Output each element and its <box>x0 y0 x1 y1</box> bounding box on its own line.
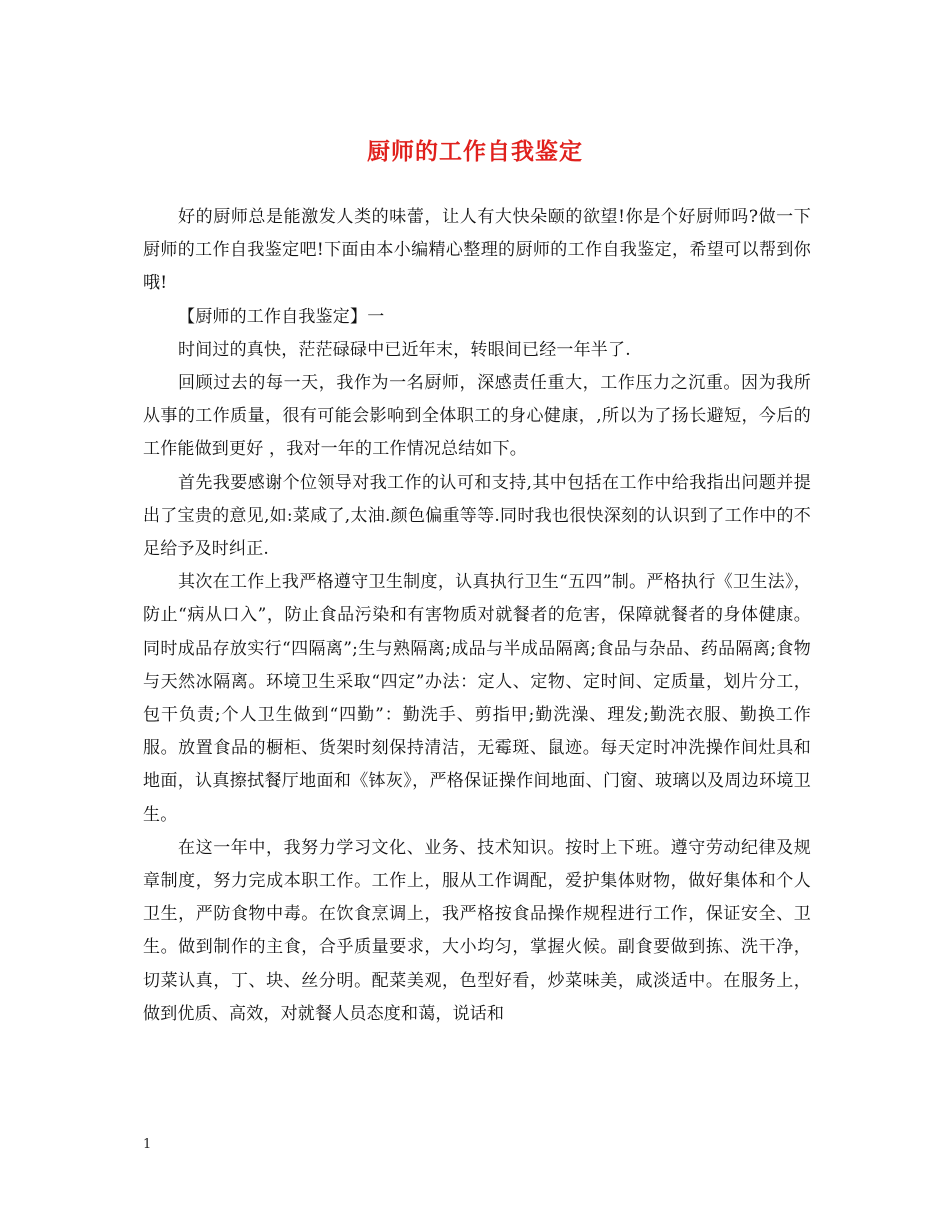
paragraph-time: 时间过的真快，茫茫碌碌中已近年末，转眼间已经一年半了. <box>178 339 631 360</box>
page-number: 1 <box>143 1137 152 1152</box>
paragraph-thanks: 首先我要感谢个位领导对我工作的认可和支持,其中包括在工作中给我指出问题并提出了宝贵的意见,如:菜咸了,太油.颜色偏重等等.同时我也很快深刻的认识到了工作中的不足给予及时纠正. <box>143 472 811 560</box>
document-title: 厨师的工作自我鉴定 <box>367 138 583 165</box>
paragraph-review: 回顾过去的每一天，我作为一名厨师，深感责任重大，工作压力之沉重。因为我所从事的工作质量，很有可能会影响到全体职工的身心健康，,所以为了扬长避短，今后的工作能做到更好 ，我对一年的工作情况总结如下。 <box>143 373 811 460</box>
paragraph-intro: 好的厨师总是能激发人类的味蕾，让人有大快朵颐的欲望!你是个好厨师吗?做一下厨师的工作自我鉴定吧!下面由本小编精心整理的厨师的工作自我鉴定，希望可以帮到你哦! <box>143 207 811 294</box>
paragraph-section-heading: 【厨师的工作自我鉴定】一 <box>178 306 385 327</box>
paragraph-study: 在这一年中，我努力学习文化、业务、技术知识。按时上下班。遵守劳动纪律及规章制度，努力完成本职工作。工作上，服从工作调配，爱护集体财物，做好集体和个人卫生，严防食物中毒。在饮食烹调上，我严格按食品操作规程进行工作，保证安全、卫生。做到制作的主食，合乎质量要求，大小均匀，掌握火候。副食要做到拣、洗干净，切菜认真，丁、块、丝分明。配菜美观，色型好看，炒菜味美，咸淡适中。在服务上，做到优质、高效，对就餐人员态度和蔼，说话和 <box>143 837 811 1024</box>
paragraph-hygiene: 其次在工作上我严格遵守卫生制度，认真执行卫生“五四”制。严格执行《卫生法》，防止“病从口入”，防止食品污染和有害物质对就餐者的危害，保障就餐者的身体健康。同时成品存放实行“四隔离”;生与熟隔离;成品与半成品隔离;食品与杂品、药品隔离;食物与天然冰隔离。环境卫生采取“四定”办法：定人、定物、定时间、定质量，划片分工，包干负责;个人卫生做到“四勤”：勤洗手、剪指甲;勤洗澡、理发;勤洗衣服、勤换工作服。放置食品的橱柜、货架时刻保持清洁，无霉斑、鼠迹。每天定时冲洗操作间灶具和地面，认真擦拭餐厅地面和《钵灰》，严格保证操作间地面、门窗、玻璃以及周边环境卫生。 <box>143 572 811 825</box>
document-body <box>143 201 811 1031</box>
